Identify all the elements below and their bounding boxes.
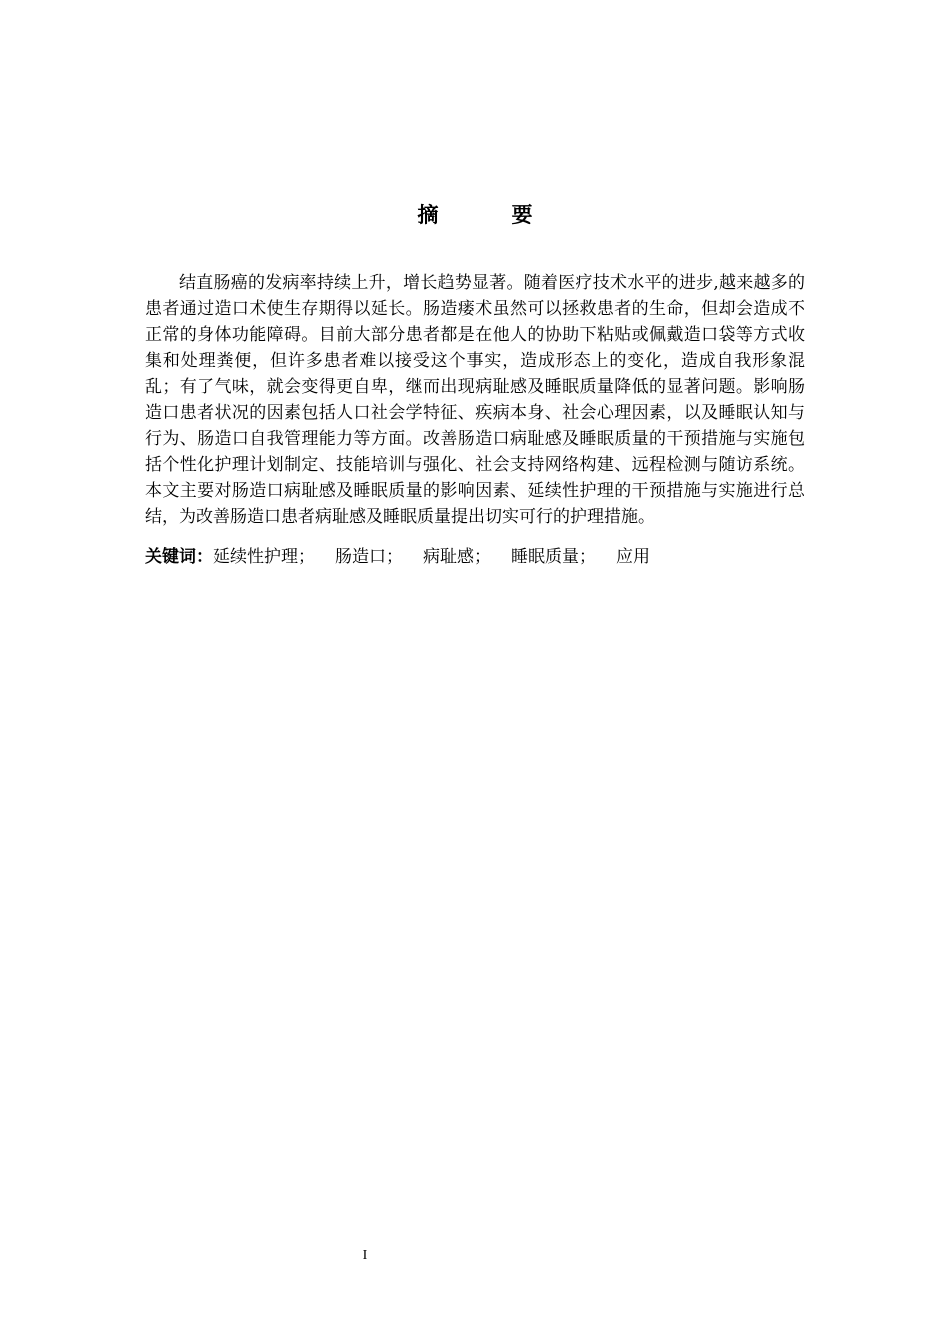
keywords-label: 关键词： [145, 547, 213, 567]
keyword-item: 肠造口； [335, 547, 403, 567]
keywords-line [145, 544, 805, 570]
abstract-paragraph: 结直肠癌的发病率持续上升，增长趋势显著。随着医疗技术水平的进步,越来越多的患者通过造口术使生存期得以延长。肠造瘘术虽然可以拯救患者的生命，但却会造成不正常的身体功能障碍。目前大部分患者都是在他人的协助下粘贴或佩戴造口袋等方式收集和处理粪便，但许多患者难以接受这个事实，造成形态上的变化，造成自我形象混乱；有了气味，就会变得更自卑，继而出现病耻感及睡眠质量降低的显著问题。影响肠造口患者状况的因素包括人口社会学特征、疾病本身、社会心理因素，以及睡眠认知与行为、肠造口自我管理能力等方面。改善肠造口病耻感及睡眠质量的干预措施与实施包括个性化护理计划制定、技能培训与强化、社会支持网络构建、远程检测与随访系统。本文主要对肠造口病耻感及睡眠质量的影响因素、延续性护理的干预措施与实施进行总结，为改善肠造口患者病耻感及睡眠质量提出切实可行的护理措施。 [145, 273, 805, 527]
keyword-item: 延续性护理； [213, 547, 315, 567]
page-title: 摘 要 [417, 203, 559, 227]
keyword-item: 病耻感； [423, 547, 491, 567]
keyword-item: 睡眠质量； [511, 547, 596, 567]
keyword-item: 应用 [616, 547, 650, 567]
page-number: I [362, 1248, 368, 1263]
